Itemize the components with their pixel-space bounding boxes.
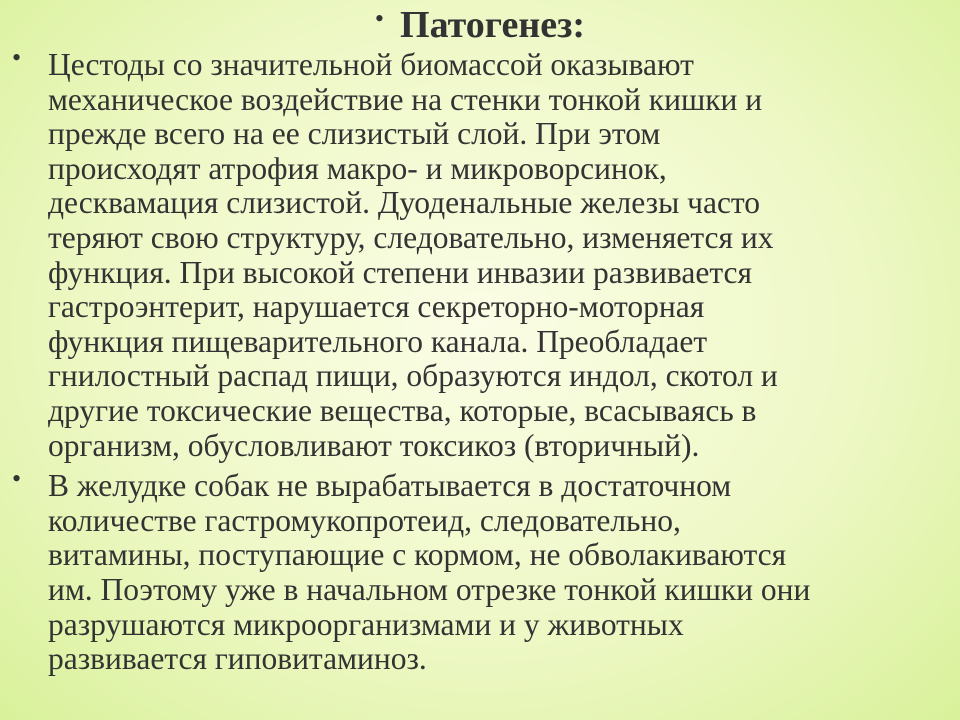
text-line: функция пищеварительного канала. Преобладает	[48, 323, 708, 359]
text-line: прежде всего на ее слизистый слой. При этом	[48, 116, 661, 152]
text-line: другие токсические вещества, которые, всасываясь в	[48, 392, 757, 428]
text-line: происходят атрофия макро- и микроворсинок,	[48, 150, 667, 186]
slide-title: Патогенез:	[400, 4, 586, 46]
text-line: организм, обусловливают токсикоз (вторичный).	[48, 427, 700, 463]
slide-body	[8, 43, 952, 683]
title-bullet: •	[374, 4, 385, 33]
bullet-item-vitamins	[8, 464, 952, 677]
text-line: им. Поэтому уже в начальном отрезке тонкой кишки они	[48, 571, 811, 607]
text-line: В желудке собак не вырабатывается в достаточном	[48, 468, 732, 504]
text-line: механическое воздействие на стенки тонкой кишки и	[48, 81, 763, 117]
text-line: гнилостный распад пищи, образуются индол, скотол и	[48, 358, 778, 394]
text-line: разрушаются микроорганизмами и у животных	[48, 606, 684, 642]
bullet-glyph: •	[12, 43, 22, 72]
text-line: количестве гастромукопротеид, следовательно,	[48, 502, 681, 538]
text-line: витамины, поступающие с кормом, не обволакиваются	[48, 537, 787, 573]
text-line: Цестоды со значительной биомассой оказывают	[48, 47, 694, 82]
text-line: функция. При высокой степени инвазии развивается	[48, 254, 752, 290]
bullet-item-pathogenesis	[8, 43, 952, 463]
text-line: теряют свою структуру, следовательно, изменяется их	[48, 219, 774, 255]
text-line: гастроэнтерит, нарушается секреторно-моторная	[48, 289, 705, 325]
title-row	[0, 2, 960, 48]
text-line: десквамация слизистой. Дуоденальные железы часто	[48, 185, 761, 221]
text-line: развивается гиповитаминоз.	[48, 641, 427, 677]
bullet-glyph: •	[12, 464, 22, 494]
